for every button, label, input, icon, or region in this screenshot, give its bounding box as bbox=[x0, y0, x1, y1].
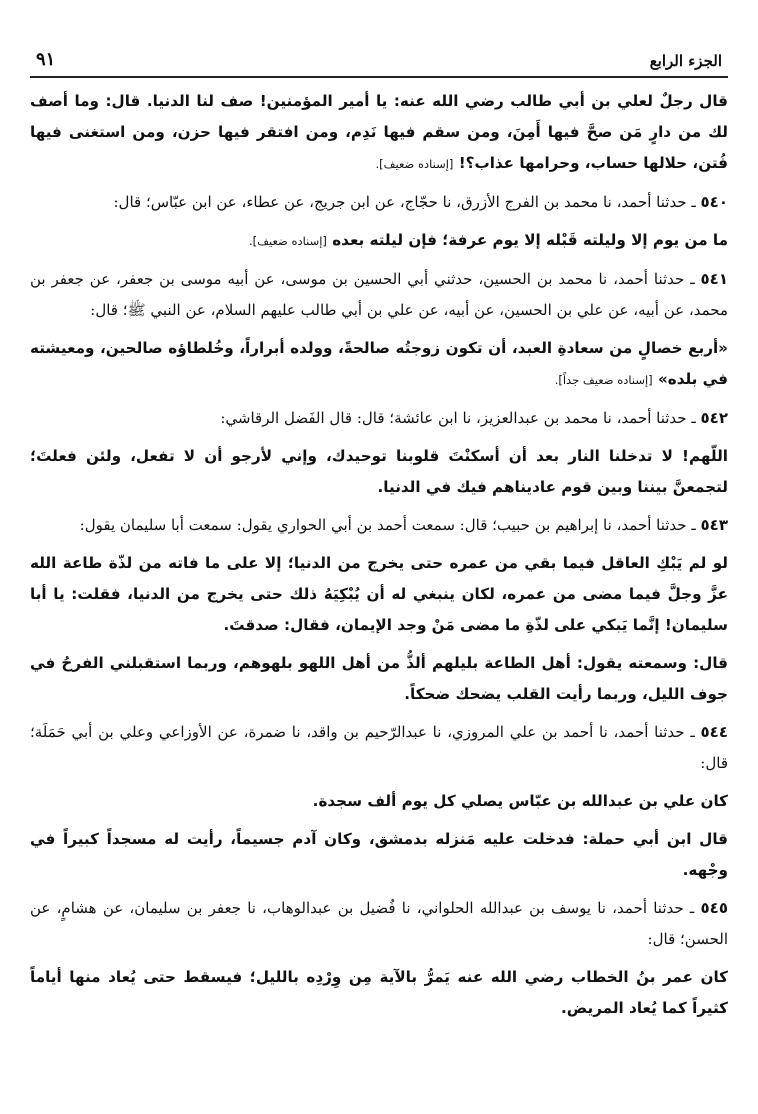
paragraph-text: قال ابن أبي حملة: فدخلت عليه مَنزله بدمشق، وكان آدم جسيماً، رأيت له مسجداً كبيراً في وجْهه. bbox=[30, 830, 728, 879]
hadith-number: ٥٤٠ bbox=[700, 193, 728, 211]
page-body bbox=[30, 78, 728, 1024]
paragraph-text: اللّهم! لا تدخلنا النار بعد أن أسكنْتَ قلوبنا توحيدك، وإني لأرجو أن لا تفعل، ولئن فعلتَ؛ لتجمعنَّ بيننا وبين قوم عاديناهم فيك في الدنيا. bbox=[30, 447, 728, 496]
paragraph-text: قال رجلٌ لعلي بن أبي طالب رضي الله عنه: يا أمير المؤمنين! صف لنا الدنيا. قال: وما أصف لك من دارٍ مَن صحَّ فيها أَمِنَ، ومن سقم فيها نَدِم، ومن افتقر فيها حزن، ومن استغنى فيها فُتن، حلالها حساب، وحرامها عذاب؟! bbox=[30, 92, 728, 172]
isnad-grade: [إسناده ضعيف جداً]. bbox=[554, 373, 653, 387]
isnad-text: ـ حدثنا أحمد، نا يوسف بن عبدالله الحلواني، نا فُضيل بن عبدالوهاب، نا جعفر بن سليمان، عن هشامٍ، عن الحسن؛ قال: bbox=[30, 899, 728, 948]
paragraph-text: «أربع خصالٍ من سعادةِ العبد، أن تكون زوجتُه صالحةً، وولده أبراراً، وخُلطاؤه صالحين، ومعيشته في بلده» bbox=[30, 339, 728, 388]
isnad-grade: [إسناده ضعيف]. bbox=[375, 157, 454, 171]
isnad-text: ـ حدثنا أحمد، نا محمد بن الحسين، حدثني أبي الحسين بن موسى، عن أبيه موسى بن جعفر، عن جعفر بن محمد، عن أبيه، عن علي بن الحسين، عن أبيه، عن علي بن أبي طالب عليهم السلام، عن النبي ﷺ؛ قال: bbox=[30, 270, 728, 319]
isnad-text: ـ حدثنا أحمد، نا إبراهيم بن حبيب؛ قال: سمعت أحمد بن أبي الحواري يقول: سمعت أبا سليمان يقول: bbox=[79, 516, 696, 534]
hadith-number: ٥٤١ bbox=[700, 270, 728, 288]
page-number: ٩١ bbox=[36, 49, 56, 70]
paragraph-text: كان علي بن عبدالله بن عبّاس يصلي كل يوم ألف سجدة. bbox=[312, 792, 728, 810]
isnad-grade: [إسناده ضعيف]. bbox=[248, 234, 327, 248]
saying-ali bbox=[30, 86, 728, 180]
matn-545 bbox=[30, 962, 728, 1024]
hadith-number: ٥٤٥ bbox=[700, 899, 728, 917]
isnad-text: ـ حدثنا أحمد، نا محمد بن عبدالعزيز، نا ابن عائشة؛ قال: قال الفَضل الرقاشي: bbox=[220, 409, 696, 427]
isnad-543 bbox=[30, 510, 728, 541]
book-page bbox=[30, 30, 728, 1024]
running-head: الجزء الرابع bbox=[649, 52, 722, 70]
hadith-number: ٥٤٢ bbox=[700, 409, 728, 427]
matn-542 bbox=[30, 441, 728, 503]
matn-543 bbox=[30, 548, 728, 641]
matn-541 bbox=[30, 333, 728, 396]
paragraph-text: قال: وسمعته يقول: أهل الطاعة بليلهم ألذُّ من أهل اللهو بلهوهم، وربما استقبلني الفرحُ في جوف الليل، وربما رأيت القلب يضحك ضحكاً. bbox=[30, 654, 728, 703]
hadith-number: ٥٤٣ bbox=[700, 516, 728, 534]
isnad-544 bbox=[30, 717, 728, 779]
isnad-545 bbox=[30, 893, 728, 955]
matn-544 bbox=[30, 786, 728, 817]
isnad-540 bbox=[30, 187, 728, 218]
isnad-text: ـ حدثنا أحمد، نا أحمد بن علي المروزي، نا عبدالرّحيم بن واقد، نا ضمرة، عن الأوزاعي وعلي بن أبي حَمَلَة؛ قال: bbox=[30, 723, 728, 772]
paragraph-text: لو لم يَبْكِ العاقل فيما بقي من عمره حتى يخرج من الدنيا؛ إلا على ما فاته من لذّة طاعة الله عزَّ وجلَّ فيما مضى من عمره، لكان ينبغي له أن يُبْكِيَهُ ذلك حتى يخرج من الدنيا، فقلت: يا أبا سليمان! إنَّما يَبكي على لذّةِ ما مضى مَنْ وجد الإيمان، فقال: صدقتَ. bbox=[30, 554, 728, 634]
matn-540 bbox=[30, 225, 728, 257]
paragraph-text: كان عمر بنُ الخطاب رضي الله عنه يَمرُّ بالآية مِن وِرْدِه بالليل؛ فيسقط حتى يُعاد منها أياماً كثيراً كما يُعاد المريض. bbox=[30, 968, 728, 1017]
matn-544-continued bbox=[30, 824, 728, 886]
paragraph-text: ما من يوم إلا وليلته قَبْله إلا يوم عرفة؛ فإن ليلته بعده bbox=[332, 231, 728, 249]
isnad-542 bbox=[30, 403, 728, 434]
hadith-number: ٥٤٤ bbox=[700, 723, 728, 741]
isnad-text: ـ حدثنا أحمد، نا محمد بن الفرج الأزرق، نا حجّاج، عن ابن جريج، عن عطاء، عن ابن عبّاس؛ قال: bbox=[113, 193, 696, 211]
page-header bbox=[30, 30, 728, 78]
isnad-541 bbox=[30, 264, 728, 326]
matn-543-continued bbox=[30, 648, 728, 710]
